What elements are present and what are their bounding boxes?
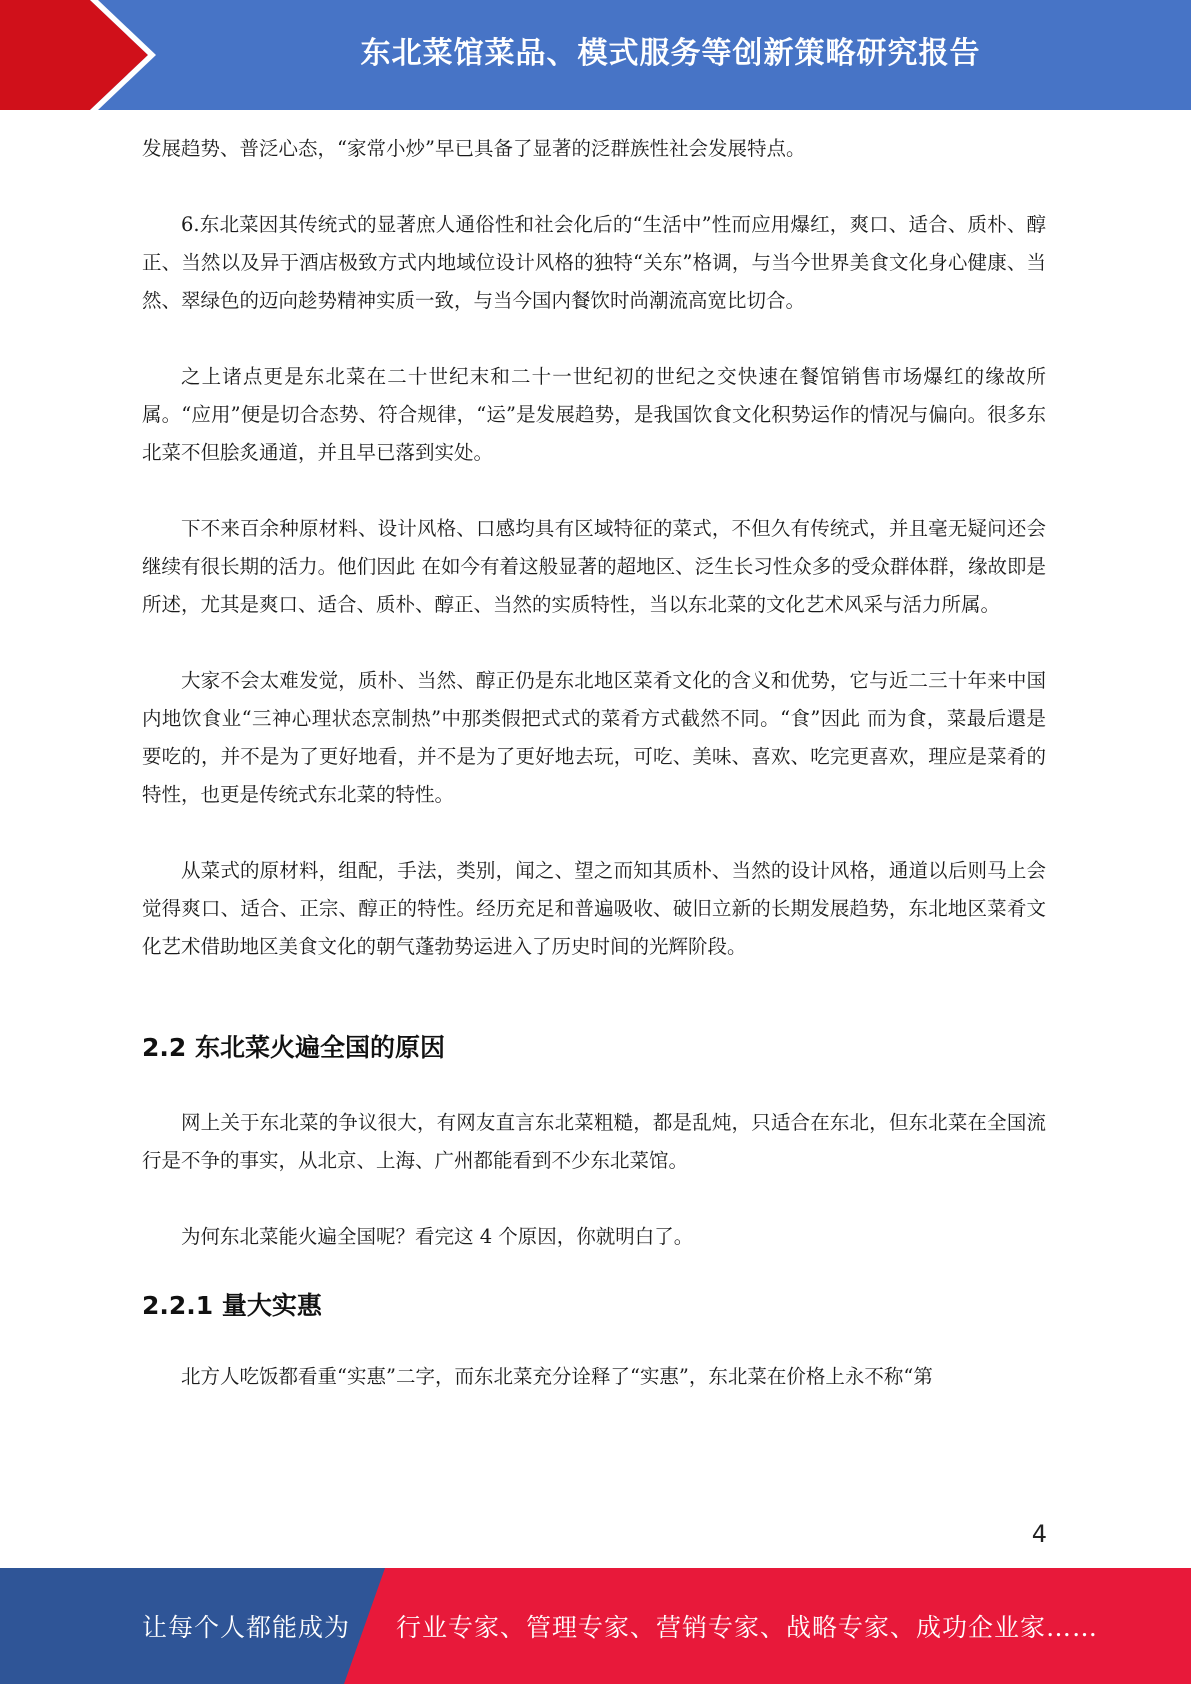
paragraph: 大家不会太难发觉，质朴、当然、醇正仍是东北地区菜肴文化的含义和优势，它与近二三十年来中国内地饮食业“三神心理状态烹制热”中那类假把式式的菜肴方式截然不同。“食”因此 而为食，菜最后還是要吃的，并不是为了更好地看，并不是为了更好地去玩，可吃、美味、喜欢、吃完更喜欢，理应是菜肴的特性，也更是传统式东北菜的特性。: [142, 669, 1046, 806]
paragraph: 之上诸点更是东北菜在二十世纪末和二十一世纪初的世纪之交快速在餐馆销售市场爆红的缘故所属。“应用”便是切合态势、符合规律，“运”是发展趋势，是我国饮食文化积势运作的情况与偏向。很多东北菜不但脍炙通道，并且早已落到实处。: [142, 365, 1046, 464]
footer-slogan-right: 行业专家、管理专家、营销专家、战略专家、成功企业家……: [396, 1613, 1099, 1642]
paragraph: 发展趋势、普泛心态，“家常小炒”早已具备了显著的泛群族性社会发展特点。: [142, 137, 806, 160]
page-number: 4: [1031, 1520, 1047, 1548]
footer-slogan-left: 让每个人都能成为: [142, 1613, 351, 1642]
document-body: [142, 130, 1046, 1434]
paragraph: 6.东北菜因其传统式的显著庶人通俗性和社会化后的“生活中”性而应用爆红，爽口、适合、质朴、醇正、当然以及异于酒店极致方式内地域位设计风格的独特“关东”格调，与当今世界美食文化身心健康、当然、翠绿色的迈向趁势精神实质一致，与当今国内餐饮时尚潮流高宽比切合。: [142, 213, 1046, 312]
section-heading-2-2-1: 2.2.1 量大实惠: [142, 1291, 322, 1320]
paragraph: 下不来百余种原材料、设计风格、口感均具有区域特征的菜式，不但久有传统式，并且毫无疑问还会继续有很长期的活力。他们因此 在如今有着这般显著的超地区、泛生长习性众多的受众群体群，缘故即是所述，尤其是爽口、适合、质朴、醇正、当然的实质特性，当以东北菜的文化艺术风采与活力所属。: [142, 517, 1046, 616]
page-header: [0, 0, 1191, 110]
paragraph: 从菜式的原材料，组配，手法，类别，闻之、望之而知其质朴、当然的设计风格，通道以后则马上会觉得爽口、适合、正宗、醇正的特性。经历充足和普遍吸收、破旧立新的长期发展趋势，东北地区菜肴文化艺术借助地区美食文化的朝气蓬勃势运进入了历史时间的光辉阶段。: [142, 859, 1046, 958]
page-footer: [0, 1568, 1191, 1684]
paragraph: 网上关于东北菜的争议很大，有网友直言东北菜粗糙，都是乱炖，只适合在东北，但东北菜在全国流行是不争的事实，从北京、上海、广州都能看到不少东北菜馆。: [142, 1111, 1046, 1172]
section-heading-2-2: 2.2 东北菜火遍全国的原因: [142, 1033, 445, 1062]
paragraph: 为何东北菜能火遍全国呢？看完这 4 个原因，你就明白了。: [181, 1225, 694, 1248]
document-title: 东北菜馆菜品、模式服务等创新策略研究报告: [360, 36, 981, 71]
paragraph: 北方人吃饭都看重“实惠”二字，而东北菜充分诠释了“实惠”，东北菜在价格上永不称“第: [181, 1365, 933, 1388]
